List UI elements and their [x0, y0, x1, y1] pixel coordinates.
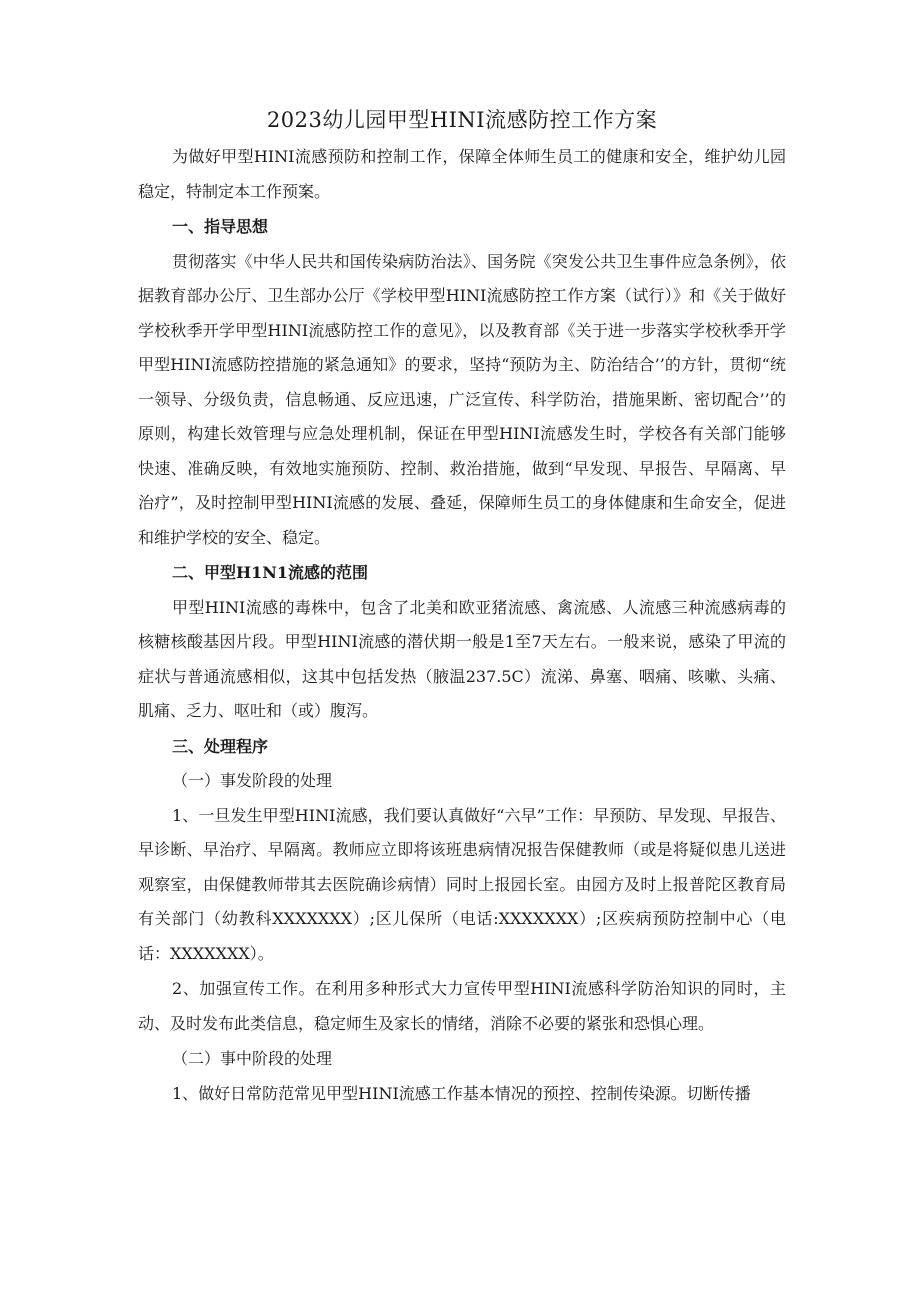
section-heading-procedure: 三、处理程序 — [172, 736, 269, 756]
subsection-heading-mid-stage: （二）事中阶段的处理 — [172, 1049, 333, 1068]
document-page — [138, 100, 786, 1111]
guiding-ideology-paragraph: 贯彻落实《中华人民共和国传染病防治法》、国务院《突发公共卫生事件应急条例》，依据教育部办公厅、卫生部办公厅《学校甲型HINI流感防控工作方案（试行）》和《关于做好学校秋季开学甲型HINI流感防控工作的意见》，以及教育部《关于进一步落实学校秋季开学甲型HINI流感防控措施的紧急通知》的要求，坚持“预防为主、防治结合’’的方针，贯彻“统一领导、分级负责，信息畅通、反应迅速，广泛宣传、科学防治，措施果断、密切配合’’的原则，构建长效管理与应急处理机制，保证在甲型HINI流感发生时，学校各有关部门能够快速、准确反映，有效地实施预防、控制、救治措施，做到“早发现、早报告、早隔离、早治疗”，及时控制甲型HINI流感的发展、叠延，保障师生员工的身体健康和生命安全，促进和维护学校的安全、稳定。 — [138, 251, 786, 547]
subsection-heading-incident-stage: （一）事发阶段的处理 — [172, 771, 333, 790]
section-heading-scope: 二、甲型H1N1流感的范围 — [172, 563, 369, 582]
procedure-item-2: 2、加强宣传工作。在利用多种形式大力宣传甲型HINI流感科学防治知识的同时，主动、及时发布此类信息，稳定师生及家长的情绪，消除不必要的紧张和恐惧心理。 — [138, 979, 786, 1033]
procedure-item-3: 1、做好日常防范常见甲型HINI流感工作基本情况的预控、控制传染源。切断传播 — [172, 1083, 751, 1103]
scope-paragraph: 甲型HINI流感的毒株中，包含了北美和欧亚猪流感、禽流感、人流感三种流感病毒的核糖核酸基因片段。甲型HINI流感的潜伏期一般是1至7天左右。一般来说，感染了甲流的症状与普通流感相似，这其中包括发热（腋温237.5C）流涕、鼻塞、咽痛、咳嗽、头痛、肌痛、乏力、呕吐和（或）腹泻。 — [138, 597, 786, 720]
intro-paragraph: 为做好甲型HINI流感预防和控制工作，保障全体师生员工的健康和安全，维护幼儿园稳定，特制定本工作预案。 — [138, 147, 786, 201]
section-heading-guiding-ideology: 一、指导思想 — [172, 217, 269, 236]
document-title: 2023幼儿园甲型HINI流感防控工作方案 — [266, 108, 658, 132]
procedure-item-1: 1、一旦发生甲型HINI流感，我们要认真做好“六早”工作：早预防、早发现、早报告、早诊断、早治疗、早隔离。教师应立即将该班患病情况报告保健教师（或是将疑似患儿送进观察室，由保健教师带其去医院确诊病情）同时上报园长室。由园方及时上报普陀区教育局有关部门（幼教科XXXXXXX）;区儿保所（电话:XXXXXXX）;区疾病预防控制中心（电话：XXXXXXX）。 — [138, 805, 786, 963]
